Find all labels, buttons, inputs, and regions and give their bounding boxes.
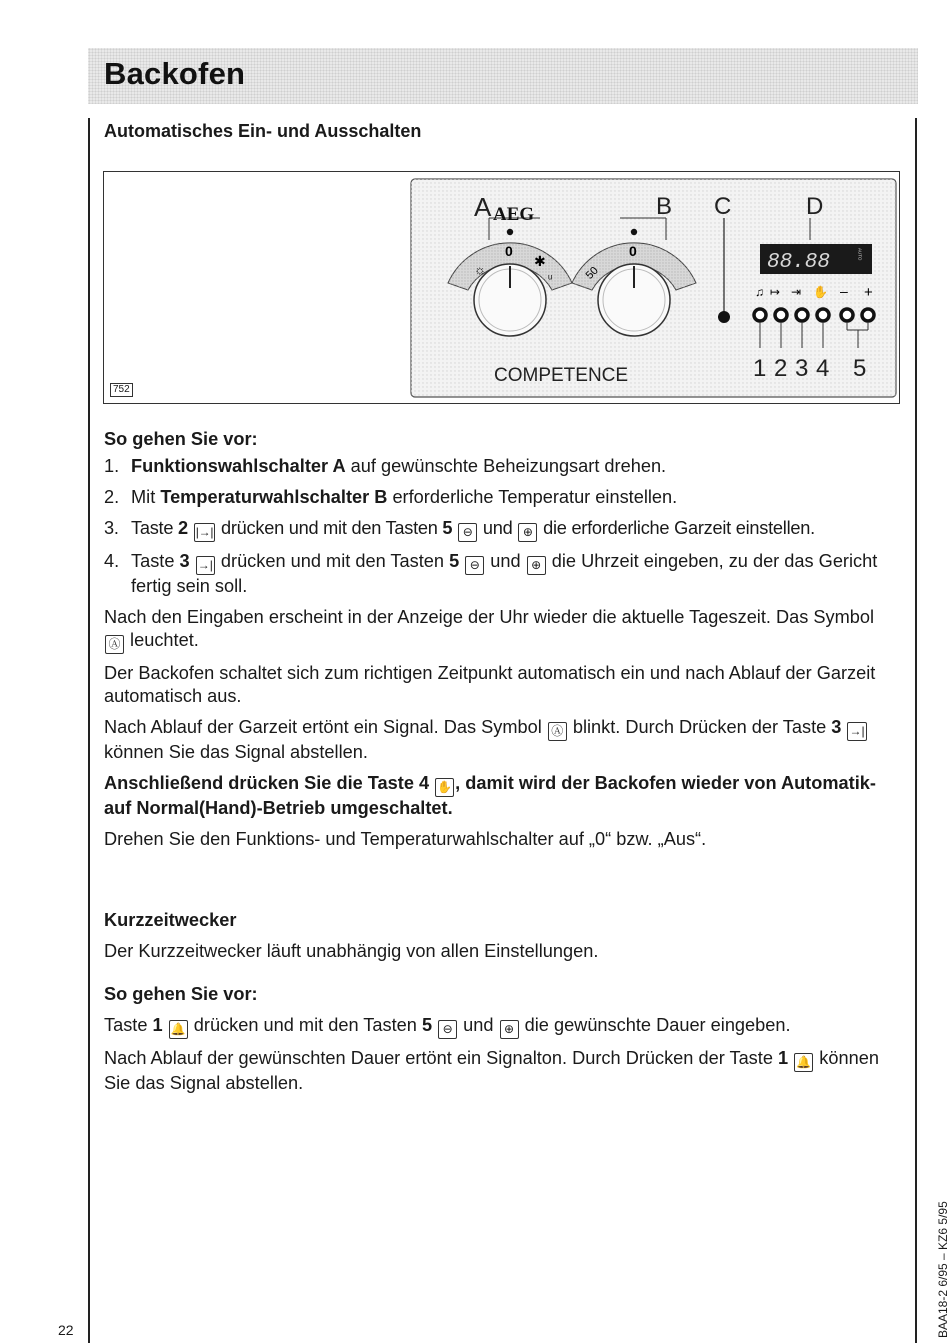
page-number: 22	[58, 1322, 74, 1338]
page-title: Backofen	[104, 56, 246, 91]
paragraph-signal: Nach Ablauf der Garzeit ertönt ein Signal. Das Symbol Ⓐ blinkt. Durch Drücken der Taste 3 →| können Sie das Signal abstellen.	[104, 717, 865, 762]
paragraph-auto-switch: Der Backofen schaltet sich zum richtigen Zeitpunkt automatisch ein und nach Ablauf der Garzeit automatisch aus.	[104, 663, 876, 706]
label-b: B	[656, 193, 673, 220]
heat-mode-icon: ᵘ	[548, 273, 553, 285]
end-time-icon: ⇥	[791, 285, 802, 299]
knob-a-zero: 0	[505, 243, 513, 259]
document-code: BAA18-2 6/95 – KZ6 5/95	[936, 1201, 950, 1338]
button-number-5: 5	[853, 355, 867, 382]
paragraph-manual-mode: Anschließend drücken Sie die Taste 4 ✋ , damit wird der Backofen wieder von Automatik- auf Normal(Hand)-Betrieb umgeschaltet.	[104, 773, 876, 818]
timer-heading: Kurzzeitwecker	[104, 910, 237, 930]
auto-symbol-icon: Ⓐ	[548, 722, 567, 741]
end-time-key-icon: →|	[196, 556, 215, 575]
timer-signal: Nach Ablauf der gewünschten Dauer ertönt ein Signalton. Durch Drücken der Taste 1 🔔 können Sie das Signal abstellen.	[104, 1048, 879, 1093]
knob-b-zero: 0	[629, 243, 637, 259]
figure-number: 752	[110, 383, 133, 397]
timer-intro: Der Kurzzeitwecker läuft unabhängig von allen Einstellungen.	[104, 941, 599, 961]
minus-key-icon: ⊖	[458, 523, 477, 542]
end-time-key-icon: →|	[847, 722, 866, 741]
control-panel-figure	[103, 171, 900, 404]
left-margin-rule	[88, 118, 90, 1343]
paragraph-turn-off: Drehen Sie den Funktions- und Temperaturwahlschalter auf „0“ bzw. „Aus“.	[104, 829, 707, 849]
plus-key-icon: ⊕	[500, 1020, 519, 1039]
procedure-steps	[104, 455, 900, 598]
main-content	[104, 428, 900, 1095]
minus-key-icon: ⊖	[438, 1020, 457, 1039]
timer-step: Taste 1 🔔 drücken und mit den Tasten 5 ⊖ und ⊕ die gewünschte Dauer eingeben.	[104, 1014, 900, 1039]
label-a: A	[474, 192, 492, 222]
section-title: Automatisches Ein- und Ausschalten	[104, 121, 422, 141]
button-2-duration[interactable]	[775, 309, 787, 321]
model-name: COMPETENCE	[494, 365, 629, 386]
duration-icon: ↦	[770, 285, 781, 299]
button-number-4: 4	[816, 355, 830, 382]
button-number-2: 2	[774, 355, 788, 382]
timer-procedure-heading: So gehen Sie vor:	[104, 984, 258, 1004]
step-3: 3. Taste 2 |→| drücken und mit den Tasten 5 ⊖ und ⊕ die erforderliche Garzeit einstellen.	[104, 517, 900, 542]
minus-key-icon: ⊖	[465, 556, 484, 575]
button-1-bell[interactable]	[754, 309, 766, 321]
button-number-1: 1	[753, 355, 767, 382]
step-4: 4. Taste 3 →| drücken und mit den Tasten 5 ⊖ und ⊕ die Uhrzeit eingeben, zu der das Gericht fertig sein soll.	[104, 551, 878, 596]
plus-icon: +	[864, 284, 873, 301]
label-c: C	[714, 193, 732, 220]
bell-icon: ♫	[755, 285, 764, 299]
defrost-icon: ✱	[534, 253, 546, 269]
hand-icon: ✋	[813, 285, 828, 299]
bell-key-icon: 🔔	[169, 1020, 188, 1039]
light-icon: ☼	[474, 262, 486, 277]
brand-logo: AEG	[493, 204, 535, 225]
button-number-3: 3	[795, 355, 809, 382]
indicator-lamp-c	[718, 311, 730, 323]
duration-key-icon: |→|	[194, 523, 215, 542]
step-2: 2. Mit Temperaturwahlschalter B erforderliche Temperatur einstellen.	[104, 487, 678, 507]
procedure-heading: So gehen Sie vor:	[104, 429, 258, 449]
button-3-end-time[interactable]	[796, 309, 808, 321]
button-5-minus[interactable]	[841, 309, 853, 321]
plus-key-icon: ⊕	[527, 556, 546, 575]
hand-key-icon: ✋	[435, 778, 454, 797]
paragraph-display-info: Nach den Eingaben erscheint in der Anzeige der Uhr wieder die aktuelle Tageszeit. Das Symbol Ⓐ leuchtet.	[104, 606, 900, 654]
knob-b-indicator-dot	[631, 229, 637, 235]
plus-key-icon: ⊕	[518, 523, 537, 542]
step-1: 1. Funktionswahlschalter A auf gewünschte Beheizungsart drehen.	[104, 456, 667, 476]
display-auto-label: AUTO	[857, 248, 863, 261]
right-margin-rule	[915, 118, 917, 1343]
button-5-plus[interactable]	[862, 309, 874, 321]
auto-symbol-icon: Ⓐ	[105, 635, 124, 654]
knob-a-indicator-dot	[507, 229, 513, 235]
button-4-hand[interactable]	[817, 309, 829, 321]
bell-key-icon: 🔔	[794, 1053, 813, 1072]
display-digits: 88.88	[767, 251, 831, 274]
temperature-scale-mark: 50	[583, 264, 601, 282]
minus-icon: –	[840, 283, 848, 299]
oven-control-panel	[410, 178, 898, 400]
label-d: D	[806, 193, 824, 220]
